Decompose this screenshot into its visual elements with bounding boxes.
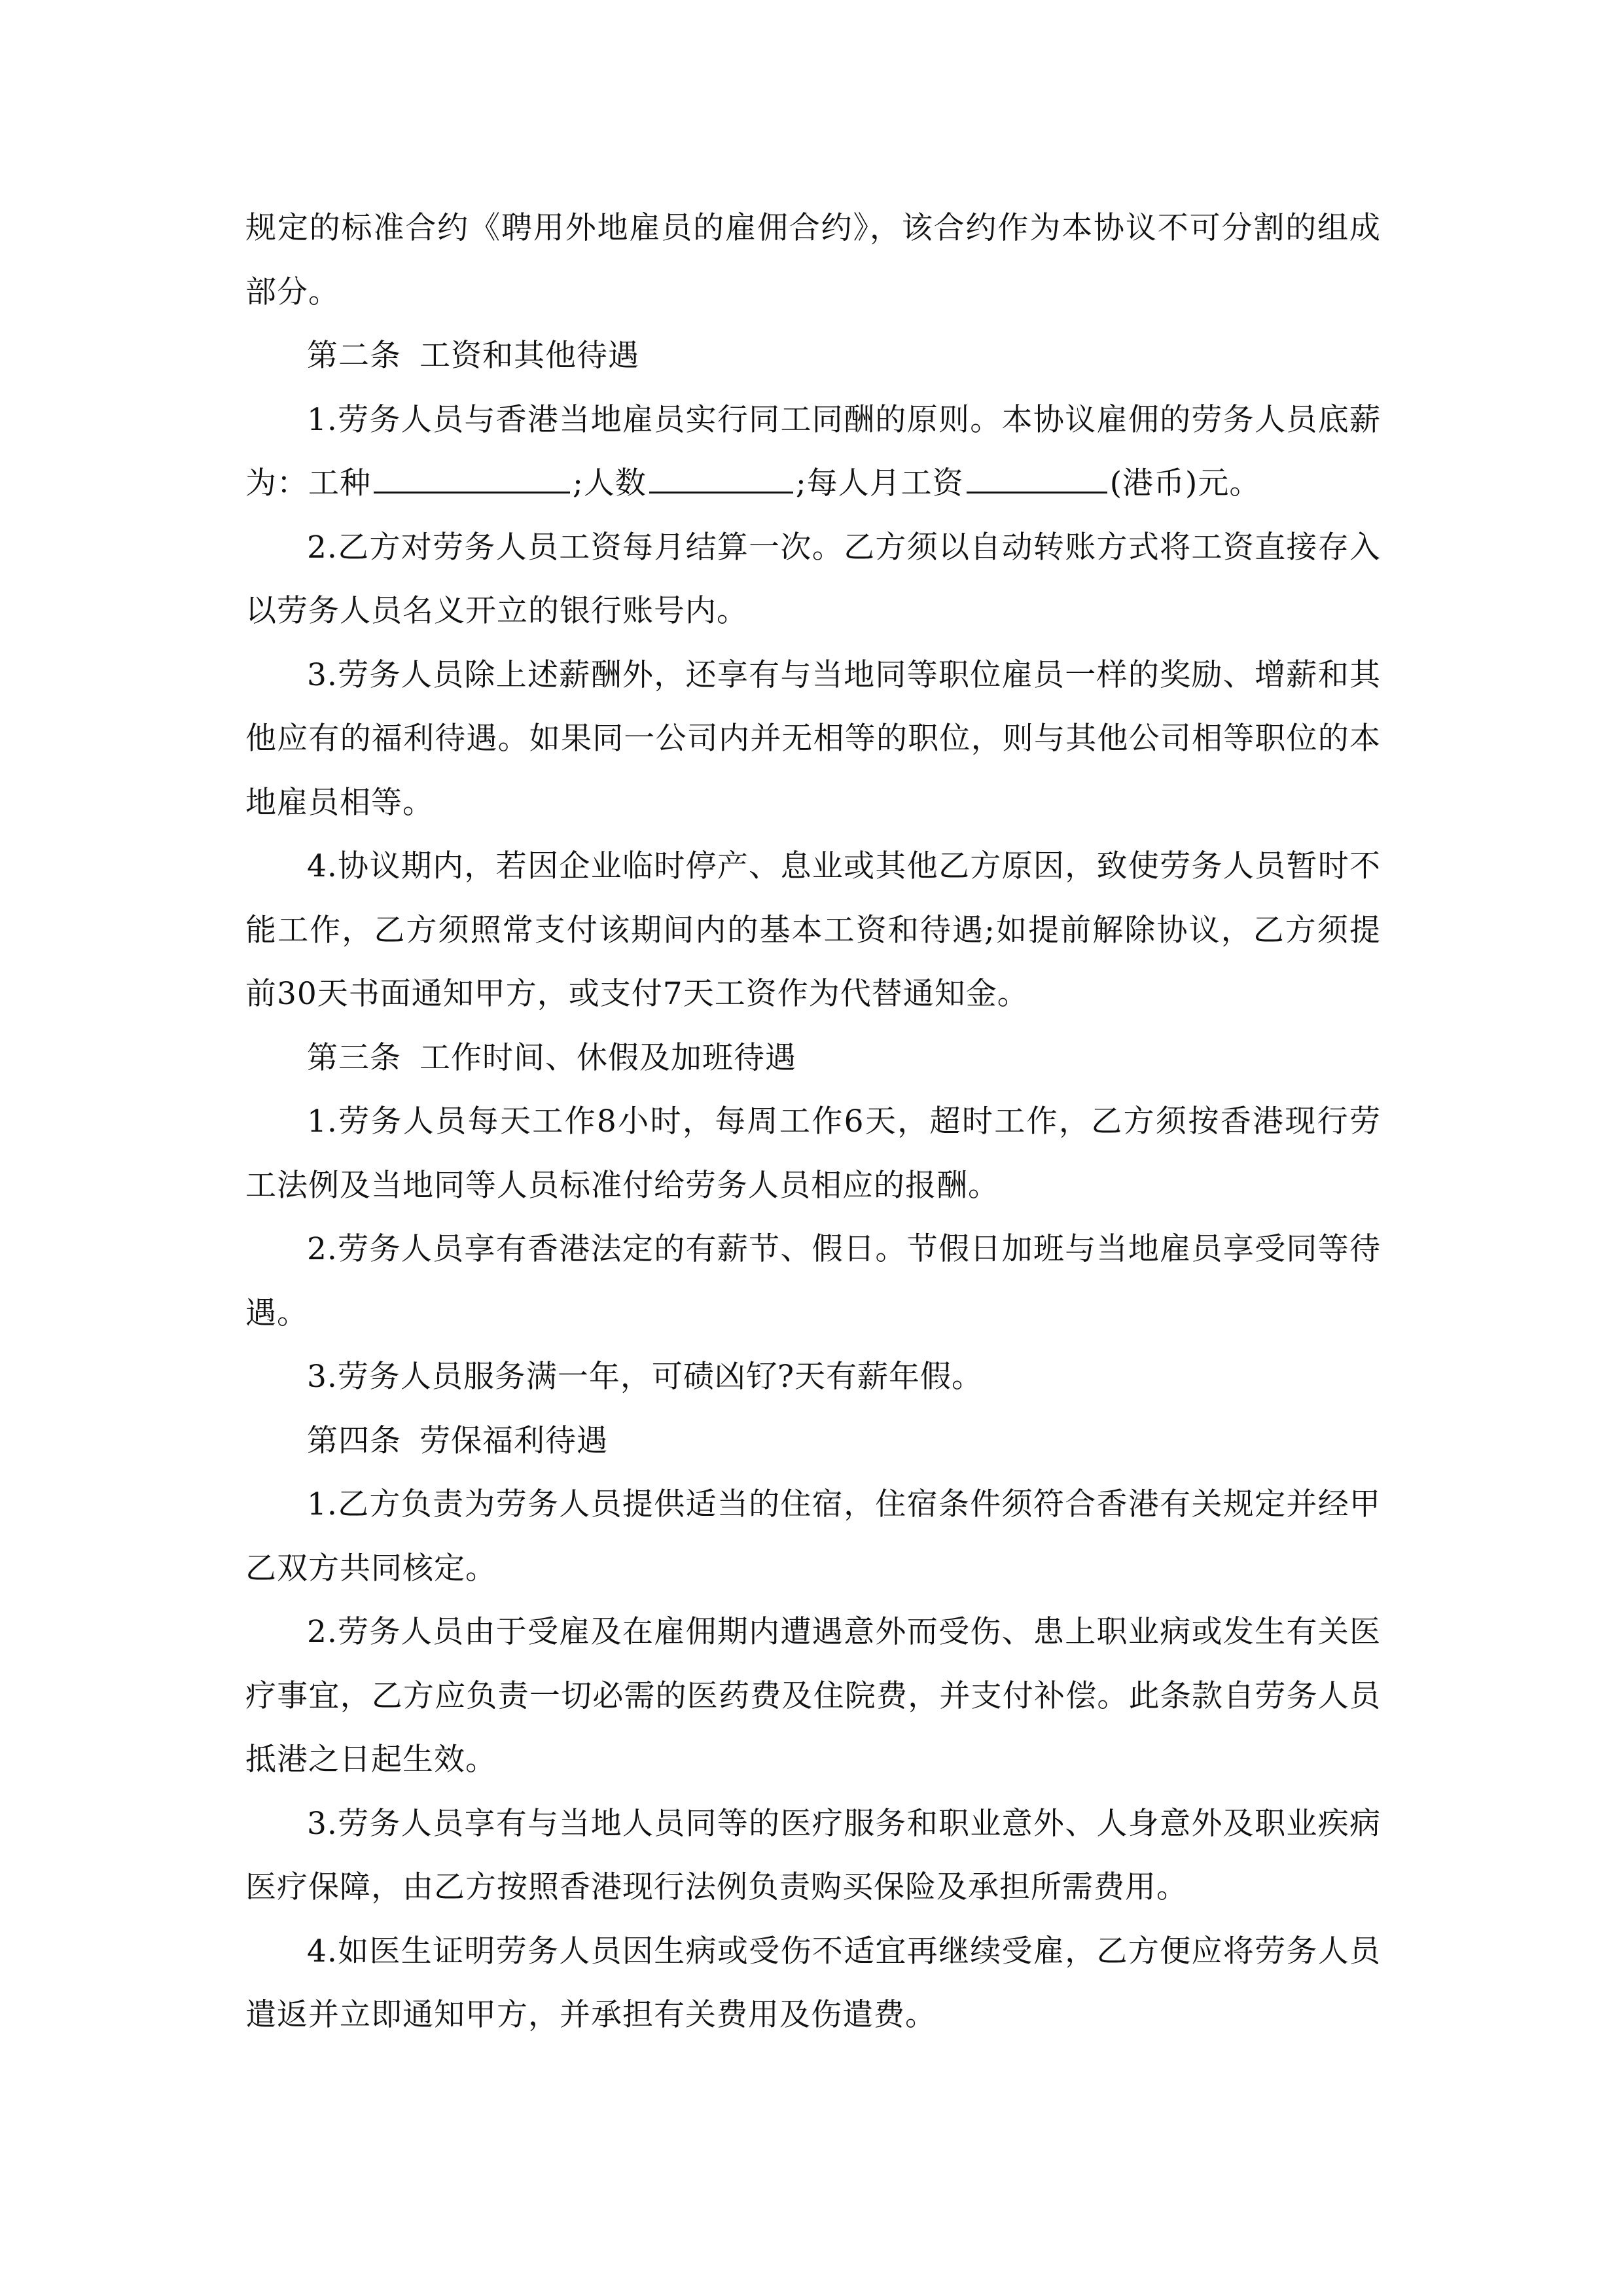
article-4-heading	[245, 1409, 1381, 1473]
clause-text: ;人数	[573, 465, 647, 501]
article-3-clause-2: 2.劳务人员享有香港法定的有薪节、假日。节假日加班与当地雇员享受同等待遇。	[245, 1231, 1381, 1331]
job-type-blank[interactable]	[374, 465, 570, 493]
article-3-title: 工作时间、休假及加班待遇	[419, 1039, 796, 1076]
article-4-clause-1: 1.乙方负责为劳务人员提供适当的住宿，住宿条件须符合香港有关规定并经甲乙双方共同核定。	[245, 1486, 1381, 1587]
clause-text: ;每人月工资	[795, 465, 964, 501]
clause-text: 1.劳务人员与香港当地雇员实行同工同酬的原则。本协议雇佣的劳务人员底薪为：工种	[245, 401, 1381, 501]
monthly-wage-blank[interactable]	[967, 465, 1107, 493]
paragraph-intro: 规定的标准合约《聘用外地雇员的雇佣合约》，该合约作为本协议不可分割的组成部分。	[245, 210, 1381, 310]
article-4-title: 劳保福利待遇	[419, 1422, 608, 1459]
article-2-number: 第二条	[307, 338, 401, 374]
document-body	[245, 196, 1381, 2047]
article-2-title: 工资和其他待遇	[419, 338, 639, 374]
headcount-blank[interactable]	[649, 465, 793, 493]
article-3-heading	[245, 1026, 1381, 1090]
article-4-number: 第四条	[307, 1422, 401, 1459]
article-2-clause-4: 4.协议期内，若因企业临时停产、息业或其他乙方原因，致使劳务人员暂时不能工作，乙方须照常支付该期间内的基本工资和待遇;如提前解除协议，乙方须提前30天书面通知甲方，或支付7天工资作为代替通知金。	[245, 848, 1381, 1012]
article-3-number: 第三条	[307, 1039, 401, 1076]
article-2-clause-2: 2.乙方对劳务人员工资每月结算一次。乙方须以自动转账方式将工资直接存入以劳务人员名义开立的银行账号内。	[245, 529, 1381, 629]
clause-text: (港币)元。	[1109, 465, 1261, 501]
article-3-clause-1: 1.劳务人员每天工作8小时，每周工作6天，超时工作，乙方须按香港现行劳工法例及当地同等人员标准付给劳务人员相应的报酬。	[245, 1103, 1381, 1204]
article-4-clause-2: 2.劳务人员由于受雇及在雇佣期内遭遇意外而受伤、患上职业病或发生有关医疗事宜，乙方应负责一切必需的医药费及住院费，并支付补偿。此条款自劳务人员抵港之日起生效。	[245, 1614, 1381, 1778]
article-4-clause-4: 4.如医生证明劳务人员因生病或受伤不适宜再继续受雇，乙方便应将劳务人员遣返并立即通知甲方，并承担有关费用及伤遣费。	[245, 1933, 1381, 2033]
article-2-heading	[245, 324, 1381, 388]
article-2-clause-1	[245, 388, 1381, 516]
article-2-clause-3: 3.劳务人员除上述薪酬外，还享有与当地同等职位雇员一样的奖励、增薪和其他应有的福利待遇。如果同一公司内并无相等的职位，则与其他公司相等职位的本地雇员相等。	[245, 656, 1381, 821]
article-4-clause-3: 3.劳务人员享有与当地人员同等的医疗服务和职业意外、人身意外及职业疾病医疗保障，由乙方按照香港现行法例负责购买保险及承担所需费用。	[245, 1805, 1381, 1905]
article-3-clause-3: 3.劳务人员服务满一年，可碛凶钌?天有薪年假。	[307, 1359, 984, 1395]
